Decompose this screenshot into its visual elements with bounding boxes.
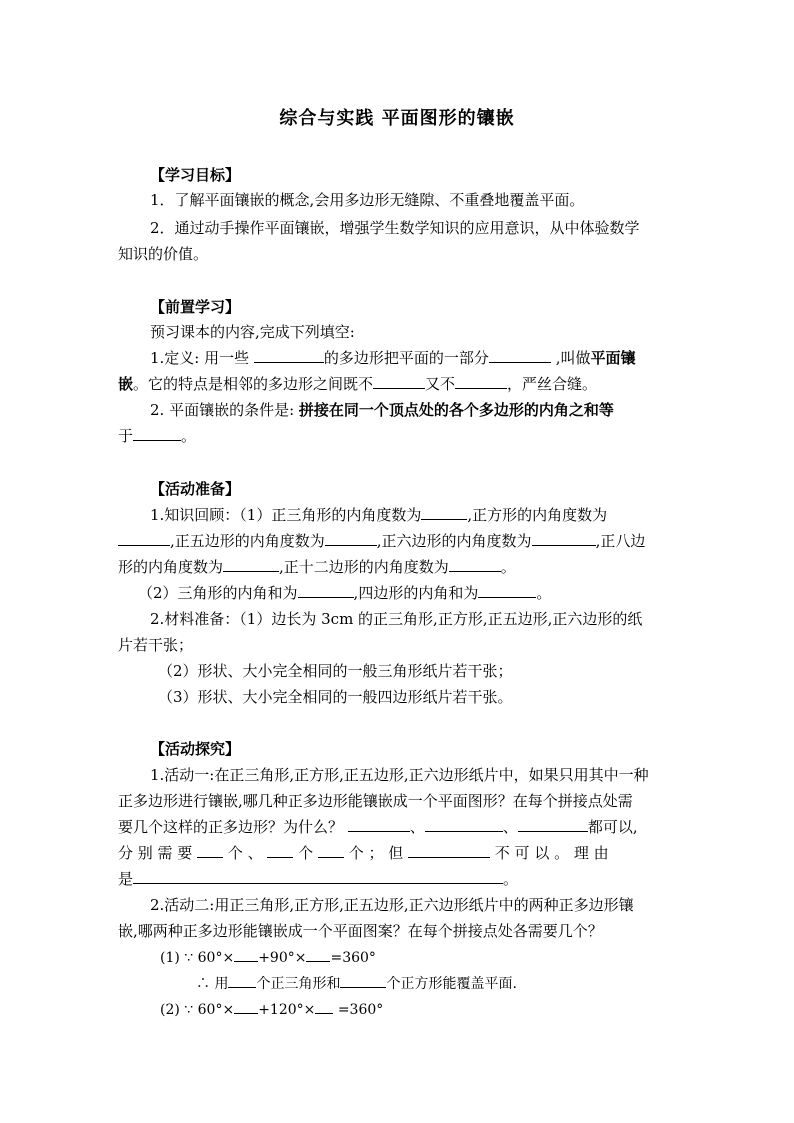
blank-field[interactable] <box>133 868 503 884</box>
blank-field[interactable] <box>223 556 279 572</box>
blank-field[interactable] <box>254 347 324 363</box>
activity1-line-2: 正多边形进行镶嵌,哪几种正多边形能镶嵌成一个平面图形？在每个拼接点处需 <box>118 792 633 810</box>
blank-field[interactable] <box>532 530 596 546</box>
blank-field[interactable] <box>425 816 503 832</box>
blank-field[interactable] <box>455 373 507 389</box>
equation-1-conclusion: ∴ 用 个正三角形和 个正方形能覆盖平面. <box>196 972 756 995</box>
activity1-line-5: 是 。 <box>118 870 519 888</box>
blank-field[interactable] <box>449 556 501 572</box>
prep-line-4: （2）三角形的内角和为 ,四边形的内角和为 。 <box>138 584 552 602</box>
blank-field[interactable] <box>315 998 333 1014</box>
prep-line-1: 1.知识回顾：（1）正三角形的内角度数为 ,正方形的内角度数为 <box>150 506 608 524</box>
blank-field[interactable] <box>421 504 467 520</box>
blank-field[interactable] <box>518 816 588 832</box>
activity1-line-1: 1.活动一:在正三角形,正方形,正五边形,正六边形纸片中，如果只用其中一种 <box>150 766 649 784</box>
blank-field[interactable] <box>234 946 258 962</box>
preview-heading: 【前置学习】 <box>150 298 241 316</box>
blank-field[interactable] <box>348 816 410 832</box>
blank-field[interactable] <box>318 842 344 858</box>
condition-line-2: 于 。 <box>118 427 197 445</box>
condition-line-1: 2. 平面镶嵌的条件是: 拼接在同一个顶点处的各个多边形的内角之和等 <box>150 401 614 419</box>
goal-item-2a: 2．通过动手操作平面镶嵌，增强学生数学知识的应用意识，从中体验数学 <box>150 219 640 237</box>
prep-line-2: ,正五边形的内角度数为 ,正六边形的内角度数为 ,正八边 <box>118 530 678 552</box>
goal-item-1: 1．了解平面镶嵌的概念,会用多边形无缝隙、不重叠地覆盖平面。 <box>150 191 585 209</box>
materials-line-3: （2）形状、大小完全相同的一般三角形纸片若干张； <box>158 662 513 680</box>
activity1-line-3: 要几个这样的正多边形？为什么？ 、 、 都可以, <box>118 818 638 836</box>
equation-2: (2) ∵ 60°× +120°× =360° <box>160 998 720 1021</box>
blank-field[interactable] <box>325 530 377 546</box>
blank-field[interactable] <box>267 842 293 858</box>
definition-line-2: 嵌。它的特点是相邻的多边形之间既不 又不 ，严丝合缝。 <box>118 375 598 393</box>
goal-item-2b: 知识的价值。 <box>118 245 209 263</box>
materials-line-1: 2.材料准备：（1）边长为 3cm 的正三角形,正方形,正五边形,正六边形的纸 <box>150 610 643 628</box>
blank-field[interactable] <box>228 972 256 988</box>
prep-line-3: 形的内角度数为 ,正十二边形的内角度数为 。 <box>118 558 516 576</box>
blank-field[interactable] <box>408 842 490 858</box>
activity2-line-1: 2.活动二:用正三角形,正方形,正五边形,正六边形纸片中的两种正多边形镶 <box>150 896 634 914</box>
blank-field[interactable] <box>197 842 223 858</box>
preview-intro: 预习课本的内容,完成下列填空: <box>150 323 355 341</box>
blank-field[interactable] <box>478 582 536 598</box>
activity2-line-2: 嵌,哪两种正多边形能镶嵌成一个平面图案？在每个拼接点处各需要几个？ <box>118 922 603 940</box>
blank-field[interactable] <box>118 530 170 546</box>
definition-line-1: 1.定义: 用一些 的多边形把平面的一部分 ,叫做平面镶 <box>150 349 636 367</box>
activity1-line-4: 分 别 需 要 个 、 个 个 ； 但 不 可 以 。 理 由 <box>118 844 609 862</box>
blank-field[interactable] <box>234 998 258 1014</box>
goals-heading: 【学习目标】 <box>150 166 241 184</box>
blank-field[interactable] <box>373 373 425 389</box>
equation-1: (1) ∵ 60°× +90°× =360° <box>160 946 720 969</box>
blank-field[interactable] <box>489 347 551 363</box>
blank-field[interactable] <box>340 972 386 988</box>
blank-field[interactable] <box>298 582 354 598</box>
explore-heading: 【活动探究】 <box>150 740 241 758</box>
blank-field[interactable] <box>133 425 181 441</box>
materials-line-2: 片若干张； <box>118 636 194 654</box>
prep-heading: 【活动准备】 <box>150 480 241 498</box>
materials-line-4: （3）形状、大小完全相同的一般四边形纸片若干张。 <box>158 688 513 706</box>
blank-field[interactable] <box>306 946 330 962</box>
page-title: 综合与实践 平面图形的镶嵌 <box>279 108 515 129</box>
